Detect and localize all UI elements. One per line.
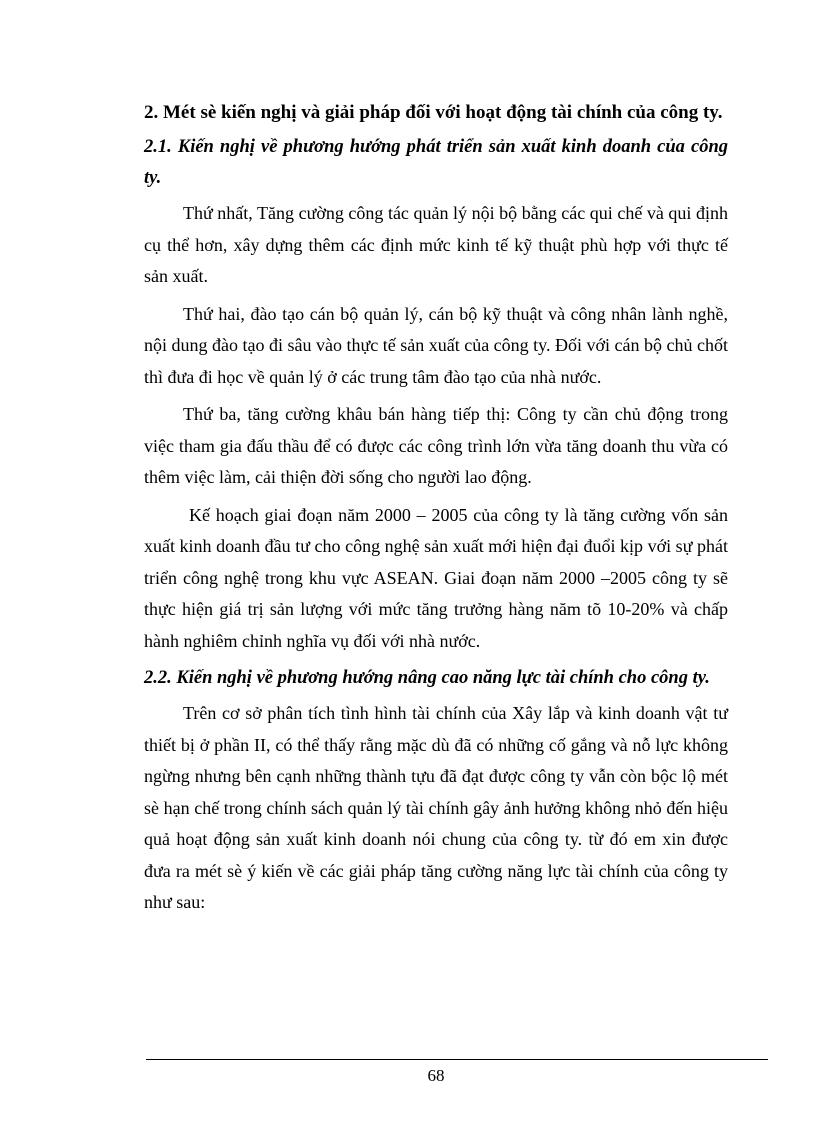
subsection-heading-2-2: 2.2. Kiến nghị về phương hướng nâng cao năng lực tài chính cho công ty. bbox=[144, 668, 710, 688]
footer-divider bbox=[146, 1059, 768, 1060]
paragraph: Trên cơ sở phân tích tình hình tài chính của Xây lắp và kinh doanh vật tư thiết bị ở phần II, có thể thấy rằng mặc dù đã có những cố gắng và nỗ lực không ngừng nhưng bên cạnh những thành tựu đã đạt được công ty vẫn còn bộc lộ mét sè hạn chế trong chính sách quản lý tài chính gây ảnh hưởng không nhỏ đến hiệu quả hoạt động sản xuất kinh doanh nói chung của công ty. từ đó em xin được đưa ra mét sè ý kiến về các giải pháp tăng cường năng lực tài chính của công ty như sau: bbox=[144, 703, 728, 912]
paragraph: Kế hoạch giai đoạn năm 2000 – 2005 của công ty là tăng cường vốn sản xuất kinh doanh đầu tư cho công nghệ sản xuất mới hiện đại đuổi kịp với sự phát triển công nghệ trong khu vực ASEAN. Giai đoạn năm 2000 –2005 công ty sẽ thực hiện giá trị sản lượng với mức tăng trưởng hàng năm tõ 10-20% và chấp hành nghiêm chỉnh nghĩa vụ đối với nhà nước. bbox=[144, 504, 728, 651]
subsection-heading-2-1: 2.1. Kiến nghị về phương hướng phát triển sản xuất kinh doanh của công ty. bbox=[144, 137, 728, 188]
section-heading: 2. Mét sè kiến nghị và giải pháp đối với hoạt động tài chính của công ty. bbox=[144, 102, 723, 123]
document-page bbox=[144, 98, 728, 925]
paragraph: Thứ hai, đào tạo cán bộ quản lý, cán bộ kỹ thuật và công nhân lành nghề, nội dung đào tạo đi sâu vào thực tế sản xuất của công ty. Đối với cán bộ chủ chốt thì đưa đi học về quản lý ở các trung tâm đào tạo của nhà nước. bbox=[144, 303, 728, 387]
paragraph: Thứ ba, tăng cường khâu bán hàng tiếp thị: Công ty cần chủ động trong việc tham gia đấu thầu để có được các công trình lớn vừa tăng doanh thu vừa có thêm việc làm, cải thiện đời sống cho người lao động. bbox=[144, 404, 728, 487]
paragraph: Thứ nhất, Tăng cường công tác quản lý nội bộ bằng các qui chế và qui định cụ thể hơn, xây dựng thêm các định mức kinh tế kỹ thuật phù hợp với thực tế sản xuất. bbox=[144, 203, 728, 286]
page-number: 68 bbox=[427, 1066, 445, 1085]
